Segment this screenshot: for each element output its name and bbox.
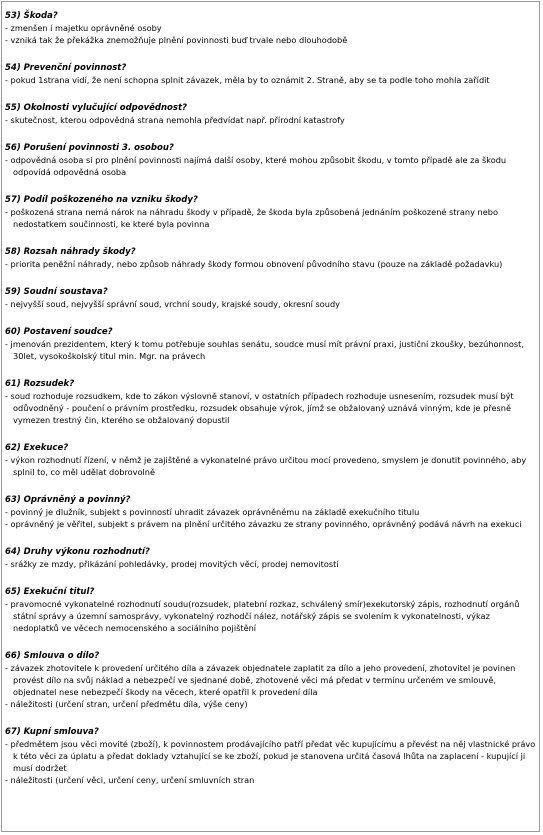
- answer-line: - nejvyšší soud, nejvyšší správní soud, vrchní soudy, krajské soudy, okresní soudy: [5, 299, 341, 309]
- question-heading: 61) Rozsudek?: [5, 379, 75, 389]
- question-heading: 58) Rozsah náhrady škody?: [5, 247, 136, 257]
- answer-line: - soud rozhoduje rozsudkem, kde to zákon výslovně stanoví, v ostatních případech rozhoduje usnesením, rozsudek musí být odůvodněný - poučení o právním prostředku, rozsudek obsahuje výrok, jímž se obžalovaný uznává vinným, kde je přesně vymezen trestný čin, kterého se obžalovaný dopustil: [5, 391, 514, 425]
- answer-line: - zmenšen í majetku oprávněné osoby: [5, 23, 162, 33]
- answer-line: - pokud 1strana vidí, že není schopna splnit závazek, měla by to oznámit 2. Straně, aby se ta podle toho mohla zařídit: [5, 75, 490, 85]
- answer-line: - vzniká tak že překážka znemožňuje plnění povinnosti buď trvale nebo dlouhodobě: [5, 35, 348, 45]
- answer-line: - srážky ze mzdy, přikázání pohledávky, prodej movitých věcí, prodej nemovitostí: [5, 559, 339, 569]
- question-heading: 66) Smlouva o dílo?: [5, 651, 100, 661]
- qa-item: [5, 442, 537, 478]
- answer-line: - předmětem jsou věci movité (zboží), k povinnostem prodávajícího patří předat věc kupujícímu a převést na něj vlastnické právo k této věci za úplatu a předat doklady vztahující se ke zboží, pokud je stanovena určitá časová lhůta na zaplacení - kupující ji musí dodržet: [5, 739, 536, 773]
- qa-item: [5, 378, 537, 426]
- qa-item: [5, 726, 537, 786]
- answer-line: - povinný je dlužník, subjekt s povinností uhradit závazek oprávněnému na základě exekučního titulu: [5, 507, 420, 517]
- question-heading: 54) Prevenční povinnost?: [5, 63, 127, 73]
- answer-line: - oprávněný je věřitel, subjekt s právem na plnění určitého závazku ze strany povinného, oprávněný podává návrh na exekuci: [5, 519, 522, 529]
- answer-line: - výkon rozhodnutí řízení, v němž je zajištěné a vykonatelné právo určitou mocí provedeno, smyslem je donutit povinného, aby splnil to, co měl udělat dobrovolně: [5, 455, 527, 477]
- qa-item: [5, 286, 537, 310]
- answer-line: - náležitosti (určení stran, určení předmětu díla, výše ceny): [5, 699, 248, 709]
- question-heading: 59) Soudní soustava?: [5, 287, 108, 297]
- qa-item: [5, 586, 537, 634]
- question-heading: 62) Exekuce?: [5, 443, 69, 453]
- question-heading: 56) Porušení povinnosti 3. osobou?: [5, 143, 174, 153]
- qa-item: [5, 326, 537, 362]
- question-heading: 60) Postavení soudce?: [5, 327, 113, 337]
- question-heading: 64) Druhy výkonu rozhodnutí?: [5, 547, 150, 557]
- qa-item: [5, 142, 537, 178]
- qa-item: [5, 546, 537, 570]
- document-page: [5, 10, 537, 802]
- question-heading: 65) Exekuční titul?: [5, 587, 95, 597]
- answer-line: - pravomocné vykonatelné rozhodnutí soudu(rozsudek, platební rozkaz, schválený smír)exekutorský zápis, rozhodnutí orgánů státní správy a územní samosprávy, vykonatelný rozhodčí nález, notářský zápis se svolením k vykonatelnosti, výkaz nedoplatků ve věcech nemocenského a sociálního pojištění: [5, 599, 520, 633]
- qa-item: [5, 62, 537, 86]
- answer-line: - jmenován prezidentem, který k tomu potřebuje souhlas senátu, soudce musí mít právní praxi, justiční zkoušky, bezúhonnost, 30let, vysokoškolský titul min. Mgr. na právech: [5, 339, 524, 361]
- question-heading: 53) Škoda?: [5, 11, 58, 21]
- answer-line: - odpovědná osoba si pro plnění povinnosti najímá další osoby, které mohou způsobit škodu, v tomto případě ale za škodu odpovídá odpovědná osoba: [5, 155, 507, 177]
- question-heading: 63) Oprávněný a povinný?: [5, 495, 131, 505]
- question-heading: 57) Podíl poškozeného na vzniku škody?: [5, 195, 198, 205]
- qa-item: [5, 10, 537, 46]
- qa-item: [5, 102, 537, 126]
- answer-line: - závazek zhotovitele k provedení určitého díla a závazek objednatele zaplatit za dílo a jeho provedení, zhotovitel je povinen provést dílo na svůj náklad a nebezpečí ve sjednané době, zhotovené věci má předat v termínu určeném ve smlouvě, objednatel nese nebezpečí škody na věcech, které opatřil k provedení díla: [5, 663, 516, 697]
- question-heading: 55) Okolnosti vylučující odpovědnost?: [5, 103, 187, 113]
- answer-line: - priorita peněžní náhrady, nebo způsob náhrady škody formou obnovení původního stavu (pouze na základě požadavku): [5, 259, 503, 269]
- qa-item: [5, 650, 537, 710]
- qa-item: [5, 494, 537, 530]
- qa-item: [5, 246, 537, 270]
- answer-line: - skutečnost, kterou odpovědná strana nemohla předvídat např. přírodní katastrofy: [5, 115, 345, 125]
- answer-line: - náležitosti (určení věci, určení ceny, určení smluvních stran: [5, 775, 255, 785]
- qa-item: [5, 194, 537, 230]
- answer-line: - poškozená strana nemá nárok na náhradu škody v případě, že škoda byla způsobená jednáním poškozené strany nebo nedostatkem součinnosti, ke které byla povinna: [5, 207, 498, 229]
- question-heading: 67) Kupní smlouva?: [5, 727, 99, 737]
